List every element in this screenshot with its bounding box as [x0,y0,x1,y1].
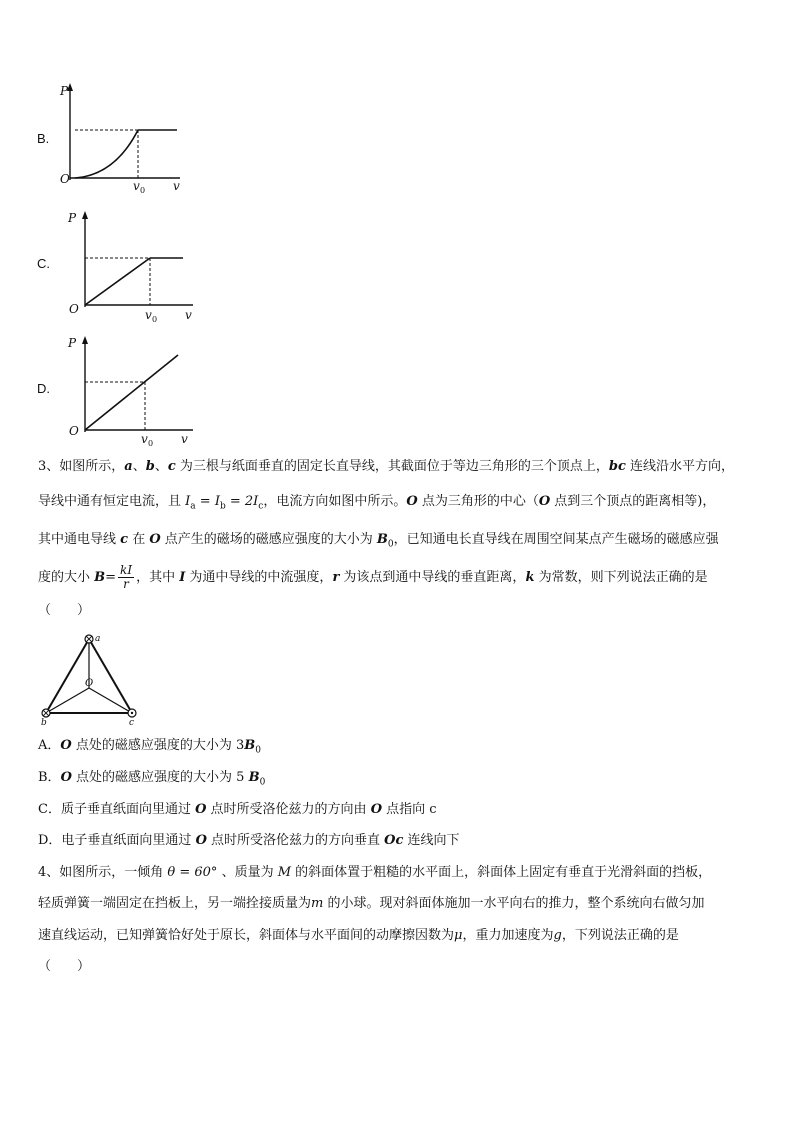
option-b-graph [55,80,195,195]
q4-line-3: 速直线运动，已知弹簧恰好处于原长，斜面体与水平面间的动摩擦因数为μ，重力加速度为g，下列说法正确的是 [38,928,679,943]
q4-line-2: 轻质弹簧一端固定在挡板上，另一端拴接质量为m 的小球。现对斜面体施加一水平向右的推力，整个系统向右做匀加 [38,896,705,911]
svg-text:P: P [68,211,77,225]
q3-line-4: 度的大小 B= $\frac{kI}{r}$ ，其中 I 为通中导线的中流强度，r 为该点到通中导线的垂直距离，k 为常数，则下列说法正确的是 [38,563,708,591]
svg-text:v: v [181,432,188,446]
q3-answer-paren: （ ） [38,603,91,618]
q3-line-1: 3、如图所示，a、b、c 为三根与纸面垂直的固定长直导线，其截面位于等边三角形的三个顶点上，bc 连线沿水平方向， [38,459,735,474]
q3-option-d: D．电子垂直纸面向里通过 O 点时所受洛伦兹力的方向垂直 Oc 连线向下 [38,833,460,848]
svg-text:0: 0 [152,315,158,324]
q4-answer-paren: （ ） [38,959,91,974]
q3-option-a: A．O 点处的磁感应强度的大小为 $3B_0$ [38,738,261,756]
svg-text:O: O [69,424,79,438]
svg-text:0: 0 [140,186,146,195]
svg-text:O: O [69,302,79,316]
fig-label-b: b [41,718,47,728]
formula-fraction: $\frac{kI}{r}$ [120,563,133,591]
wire-b-cross-icon [42,709,50,717]
svg-text:v: v [185,308,192,322]
fig-label-a: a [95,634,101,644]
option-c-label: C. [37,256,50,271]
q3-triangle-figure [35,630,145,728]
wire-a-cross-icon [85,635,93,643]
v0-tick: v [133,179,140,193]
svg-text:v: v [145,308,152,322]
option-c-graph [65,205,205,325]
option-d-graph [65,330,205,450]
option-d-label: D. [37,381,50,396]
svg-text:P: P [68,336,77,350]
axis-x-label: v [173,179,180,193]
q3-option-c: C．质子垂直纸面向里通过 O 点时所受洛伦兹力的方向由 O 点指向 c [38,802,437,817]
q3-line-2: 导线中通有恒定电流，且 $I_a = I_b = 2I_c$，电流方向如图中所示。O 点为三角形的中心（O 点到三个顶点的距离相等)， [38,494,716,512]
wire-c-dot-icon [128,709,136,717]
svg-text:0: 0 [148,439,154,448]
fig-label-c: c [129,718,135,728]
origin-label: O [60,172,70,186]
option-b-label: B. [37,131,50,146]
q3-line-3: 其中通电导线 c 在 O 点产生的磁场的磁感应强度的大小为 $B_0$，已知通电长直导线在周围空间某点产生磁场的磁感应强 [38,532,719,550]
axis-y-label: P [60,84,69,98]
fig-label-o: O [85,678,94,689]
svg-text:v: v [141,432,148,446]
q4-line-1: 4、如图所示，一倾角 θ = 60° 、质量为 M 的斜面体置于粗糙的水平面上，斜面体上固定有垂直于光滑斜面的挡板， [38,865,712,880]
q3-option-b: B．O 点处的磁感应强度的大小为 5 $B_0$ [38,770,266,788]
